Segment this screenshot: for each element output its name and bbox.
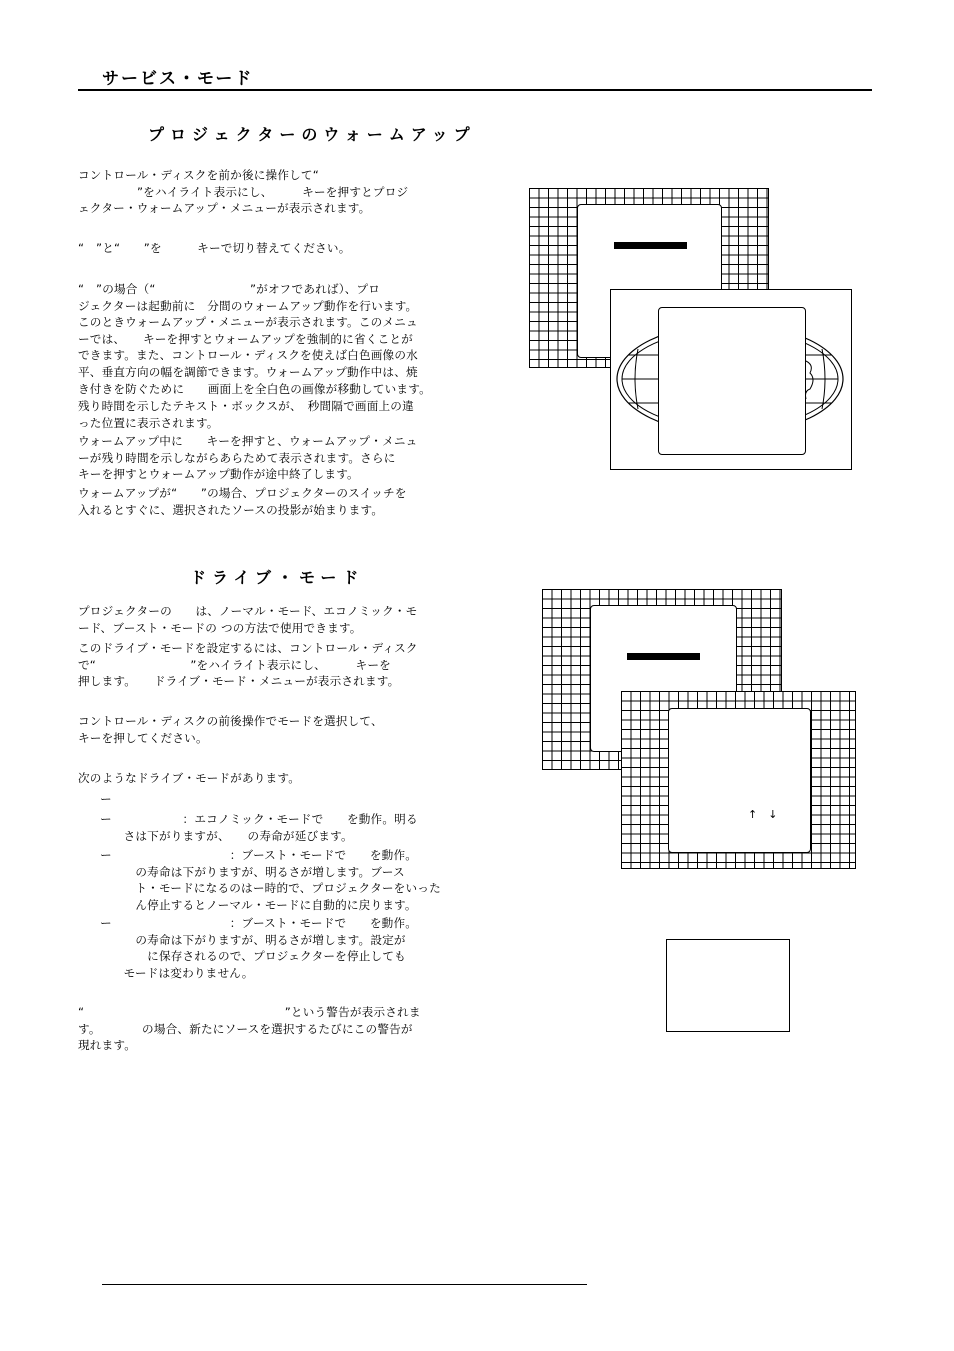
drive-section-title: ドライブ・モード xyxy=(190,568,365,587)
menu-highlight-bar xyxy=(614,242,687,249)
warmup-paragraph-5: ウォームアップ中に キーを押すと、ウォームアップ・メニュ ーが残り時間を示しながらあらためて表示されます。さらに キーを押すとウォームアップ動作が途中終了します。 xyxy=(78,434,418,482)
warmup-paragraph-2: “ ”と“ ”を キーで切り替えてください。 xyxy=(78,241,351,255)
drive-mode-item-boost-permanent: ー ：ブースト・モードで を動作。 の寿命は下がりますが、明るさが増します。設定が に保存されるので、プロジェクターを停止しても モードは変わりません。 xyxy=(100,916,418,980)
header-rule xyxy=(78,89,872,91)
drive-paragraph-4: 次のようなドライブ・モードがあります。 xyxy=(78,771,300,785)
warmup-paragraph-6: ウォームアップが“ ”の場合、プロジェクターのスイッチを 入れるとすぐに、選択されたソースの投影が始まります。 xyxy=(78,486,407,517)
drive-mode-item-normal: ー xyxy=(100,792,112,806)
drive-mode-menu-panel xyxy=(668,708,811,853)
drive-paragraph-1: プロジェクターの は、ノーマル・モード、エコノミック・モ ード、ブースト・モードの つの方法で使用できます。 xyxy=(78,604,418,635)
warmup-section-title: プロジェクターのウォームアップ xyxy=(148,125,476,144)
page-header-title: サービス・モード xyxy=(102,69,254,89)
drive-paragraph-3: コントロール・ディスクの前後操作でモードを選択して、 キーを押してください。 xyxy=(78,714,383,745)
warmup-paragraph-3: “ ”の場合（“ ”がオフであれば）、プロ ジェクターは起動前に 分間のウォームアップ動作を行います。 このときウォームアップ・メニューが表示されます。このメニュ ーでは、 キーを押すとウォームアップを強制的に省くことが できます。また、コントロール・ディスクを使えば白色画像の水 平、垂直方向の幅を調節できます。ウォームアップ動作中は、焼 き付きを防ぐために 画面上を全白色の画像が移動しています。 xyxy=(78,282,431,396)
footer-rule xyxy=(102,1284,587,1285)
drive-warning-paragraph: “ ”という警告が表示されま す。 の場合、新たにソースを選択するたびにこの警告が 現れます。 xyxy=(78,1005,421,1053)
drive-paragraph-2: このドライブ・モードを設定するには、コントロール・ディスク で“ ”をハイライト表示にし、 キーを 押します。 ドライブ・モード・メニューが表示されます。 xyxy=(78,641,418,689)
warning-box xyxy=(666,939,790,1032)
drive-mode-item-boost-temporary: ー ：ブースト・モードで を動作。 の寿命は下がりますが、明るさが増します。ブース ト・モードになるのはー時的で、プロジェクターをいった ん停止するとノーマル・モードに自動的に戻ります。 xyxy=(100,848,441,912)
drive-mode-item-economic: ー ：エコノミック・モードで を動作。明る さは下がりますが、 の寿命が延びます。 xyxy=(100,812,418,843)
up-down-arrows-icon: ↑ ↓ xyxy=(748,808,778,821)
warmup-menu-panel xyxy=(658,307,806,455)
warmup-paragraph-1: コントロール・ディスクを前か後に操作して“ ”をハイライト表示にし、 キーを押すとプロジ ェクター・ウォームアップ・メニューが表示されます。 xyxy=(78,168,409,216)
drive-menu-highlight-bar xyxy=(627,653,700,660)
warmup-paragraph-4: 残り時間を示したテキスト・ボックスが、 秒間隔で画面上の違 った位置に表示されます。 xyxy=(78,399,414,430)
